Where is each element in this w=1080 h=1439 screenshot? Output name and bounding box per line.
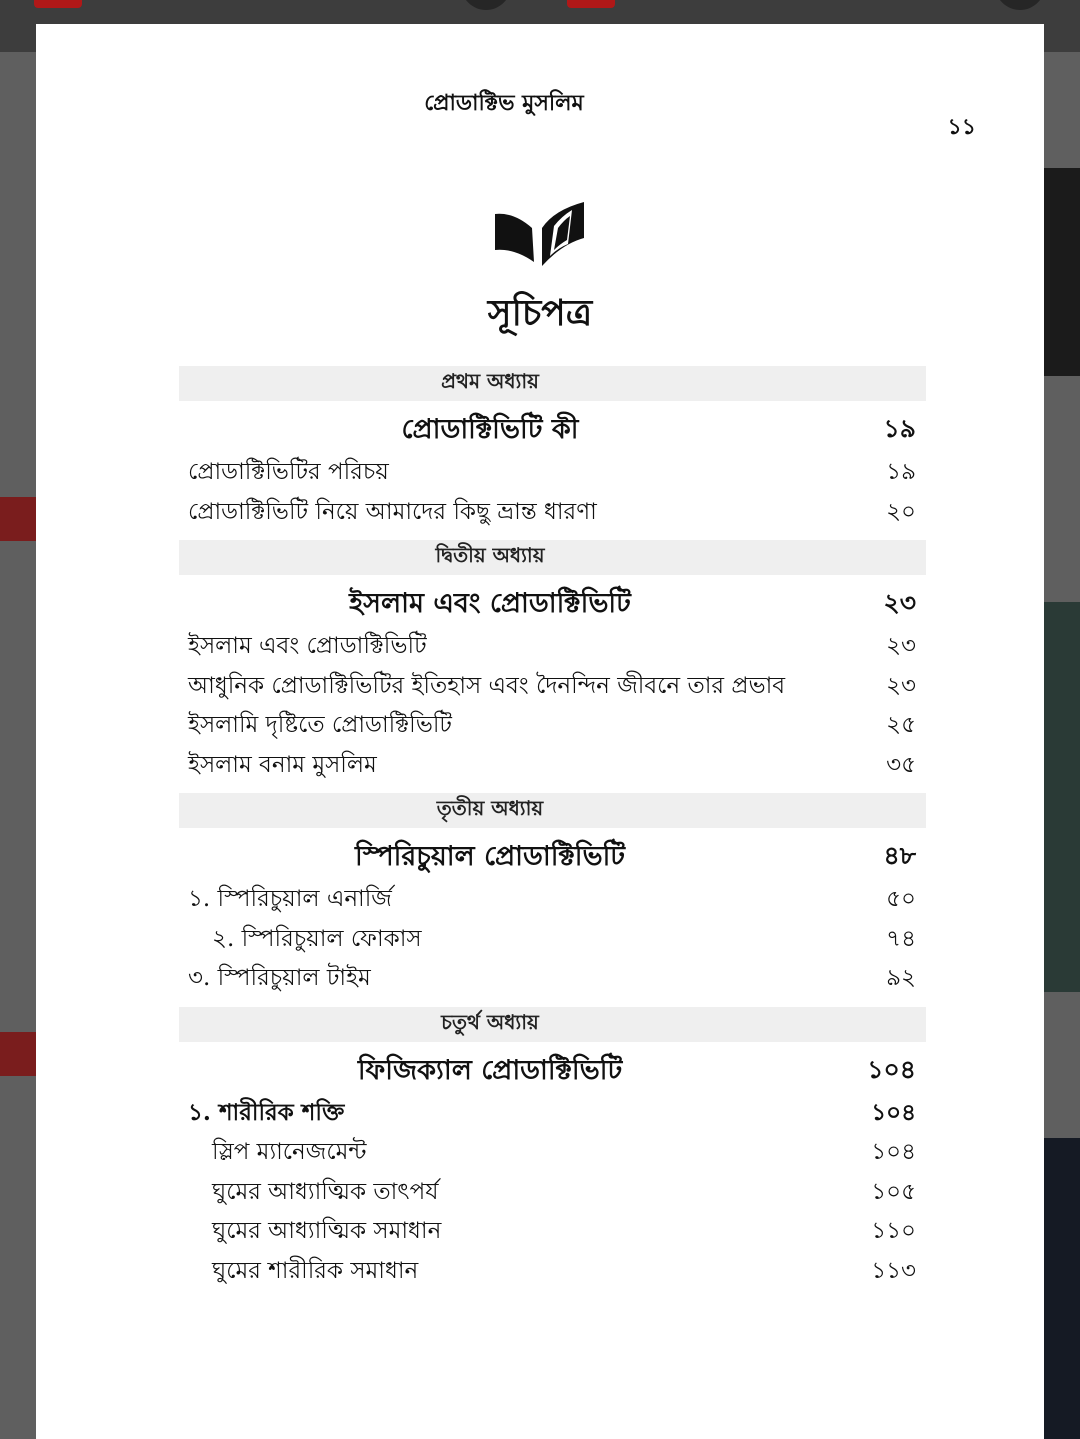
toc-entry-page: ২৩	[886, 672, 916, 699]
background-image-block	[1040, 168, 1080, 376]
chapter-title-row[interactable]	[179, 1044, 926, 1088]
toc-entry-page: ১০৪	[871, 1098, 916, 1126]
toc-entry[interactable]	[179, 1212, 926, 1252]
toc-entry-label: ইসলাম এবং প্রোডাক্টিভিটি	[188, 633, 427, 660]
table-of-contents	[179, 366, 926, 1291]
toc-entry-label: ১. স্পিরিচুয়াল এনার্জি	[188, 886, 392, 913]
toc-entry-label: ৩. স্পিরিচুয়াল টাইম	[188, 965, 371, 992]
toc-entry[interactable]	[179, 959, 926, 999]
toc-entry[interactable]	[179, 746, 926, 786]
toc-entry[interactable]	[179, 493, 926, 533]
chapter-title: স্পিরিচুয়াল প্রোডাক্টিভিটি	[354, 841, 626, 872]
toc-entry-label: ইসলাম বনাম মুসলিম	[188, 751, 377, 778]
background-image-block	[1040, 1138, 1080, 1439]
toc-entry-page: ১১০	[871, 1218, 916, 1245]
toc-entry-label: স্লিপ ম্যানেজমেন্ট	[212, 1139, 367, 1166]
background-image-block	[1040, 602, 1080, 992]
page-viewer	[36, 24, 1044, 1439]
chapter-label: তৃতীয় অধ্যায়	[179, 793, 926, 828]
toc-entry-label: ১. শারীরিক শক্তি	[188, 1098, 345, 1126]
chapter-page-number: ২৩	[883, 588, 916, 617]
chapter-title: প্রোডাক্টিভিটি কী	[401, 414, 579, 445]
toc-entry[interactable]	[179, 880, 926, 920]
toc-entry[interactable]	[179, 1133, 926, 1173]
toc-entry-page: ৯২	[886, 965, 916, 992]
toc-entry-page: ১০৪	[871, 1139, 916, 1166]
background-red-tab	[0, 1032, 36, 1076]
background-red-tab	[0, 497, 36, 541]
chapter-title-row[interactable]	[179, 830, 926, 874]
toc-entry[interactable]	[179, 1252, 926, 1292]
toc-entry-page: ২০	[886, 498, 916, 525]
chapter-label: দ্বিতীয় অধ্যায়	[179, 540, 926, 575]
toc-entry-label: ২. স্পিরিচুয়াল ফোকাস	[212, 925, 422, 952]
toc-entry[interactable]	[179, 920, 926, 960]
toc-entry[interactable]	[179, 667, 926, 707]
background-red-chip	[567, 0, 615, 8]
toc-heading: সূচিপত্র	[487, 292, 593, 334]
book-icon	[492, 200, 588, 270]
toc-entry[interactable]	[179, 627, 926, 667]
background-red-chip	[34, 0, 82, 8]
toc-entry-label: ইসলামি দৃষ্টিতে প্রোডাক্টিভিটি	[188, 712, 452, 739]
page-number: ১১	[947, 114, 976, 140]
chapter-label: চতুর্থ অধ্যায়	[179, 1007, 926, 1042]
chapter-label: প্রথম অধ্যায়	[179, 366, 926, 401]
toc-entry-page: ৭৪	[886, 925, 916, 952]
toc-entry-page: ২৫	[886, 712, 916, 739]
toc-entry[interactable]	[179, 1173, 926, 1213]
chapter-page-number: ৪৮	[883, 841, 916, 870]
chapter-title: ফিজিক্যাল প্রোডাক্টিভিটি	[357, 1054, 623, 1086]
toc-entry-page: ১০৫	[871, 1178, 916, 1205]
chapter-page-number: ১০৪	[867, 1054, 916, 1084]
toc-entry[interactable]	[179, 706, 926, 746]
toc-entry-page: ১১৩	[871, 1257, 916, 1284]
toc-entry-label: ঘুমের আধ্যাত্মিক তাৎপর্য	[212, 1178, 439, 1205]
chapter-page-number: ১৯	[883, 414, 916, 443]
chapter-title-row[interactable]	[179, 403, 926, 447]
toc-entry[interactable]	[179, 1094, 926, 1134]
running-title: প্রোডাক্টিভ মুসলিম	[424, 90, 584, 116]
toc-entry-page: ১৯	[886, 459, 916, 486]
chapter-title-row[interactable]	[179, 577, 926, 621]
toc-entry-label: প্রোডাক্টিভিটির পরিচয়	[188, 459, 389, 486]
toc-entry-label: ঘুমের শারীরিক সমাধান	[212, 1257, 419, 1284]
toc-entry-page: ৫০	[886, 886, 916, 913]
toc-entry-page: ২৩	[886, 633, 916, 660]
toc-entry[interactable]	[179, 453, 926, 493]
toc-entry-label: আধুনিক প্রোডাক্টিভিটির ইতিহাস এবং দৈনন্দিন জীবনে তার প্রভাব	[188, 672, 786, 699]
toc-entry-label: ঘুমের আধ্যাত্মিক সমাধান	[212, 1218, 442, 1245]
chapter-title: ইসলাম এবং প্রোডাক্টিভিটি	[349, 588, 631, 619]
toc-entry-label: প্রোডাক্টিভিটি নিয়ে আমাদের কিছু ভ্রান্ত ধারণা	[188, 498, 597, 525]
toc-entry-page: ৩৫	[886, 751, 916, 778]
